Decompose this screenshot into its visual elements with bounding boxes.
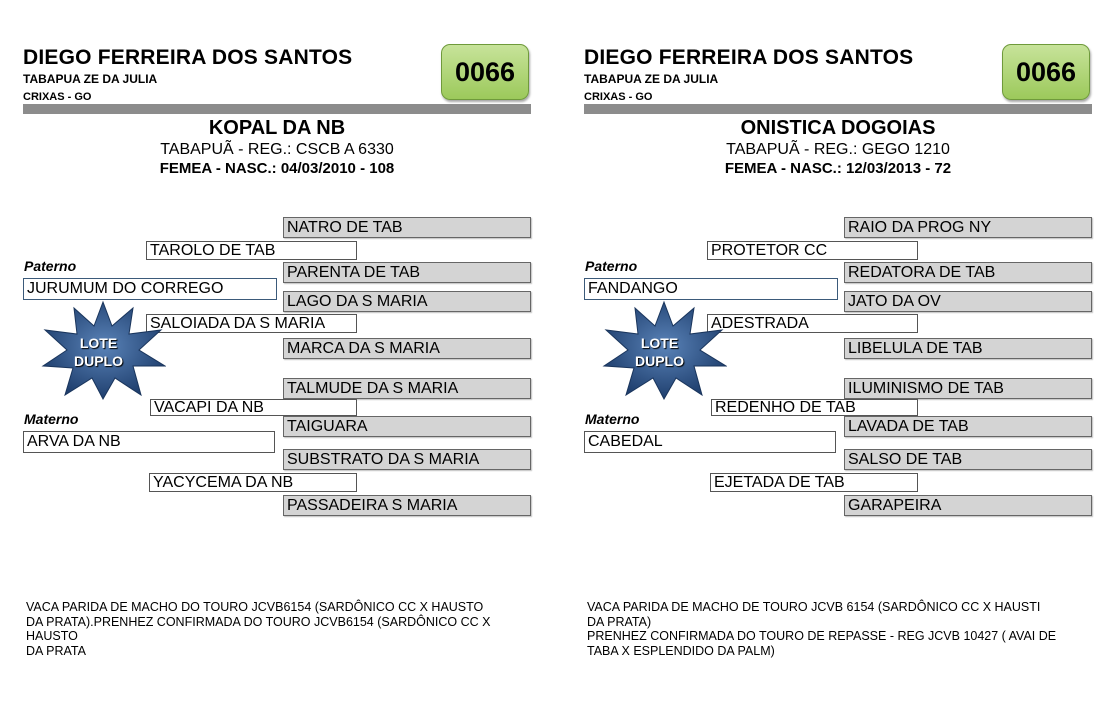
pedigree-dam-sire-sire: TALMUDE DA S MARIA — [283, 378, 531, 399]
pedigree-sire-sire-dam: PARENTA DE TAB — [283, 262, 531, 283]
pedigree-sire: JURUMUM DO CORREGO — [23, 278, 277, 300]
animal-registry: TABAPUÃ - REG.: CSCB A 6330 — [160, 141, 394, 158]
owner-name: DIEGO FERREIRA DOS SANTOS — [584, 46, 914, 69]
pedigree-dam: CABEDAL — [584, 431, 836, 453]
pedigree-sire-sire: PROTETOR CC — [707, 241, 918, 260]
pedigree-sire-dam-dam: MARCA DA S MARIA — [283, 338, 531, 359]
city: CRIXAS - GO — [584, 91, 653, 103]
note-line: VACA PARIDA DE MACHO DE TOURO JCVB 6154 (SARDÔNICO CC X HAUSTI DA PRATA) — [587, 600, 1041, 629]
header-divider — [584, 104, 1092, 114]
lote-duplo-text — [41, 334, 156, 370]
animal-name: KOPAL DA NB — [208, 117, 346, 139]
badge-line-1: LOTE — [640, 335, 679, 351]
pedigree-sire: FANDANGO — [584, 278, 838, 300]
lote-duplo-text — [602, 334, 717, 370]
pedigree-dam-dam-dam: PASSADEIRA S MARIA — [283, 495, 531, 516]
paterno-label: Paterno — [585, 258, 638, 274]
pedigree-dam-sire-sire: ILUMINISMO DE TAB — [844, 378, 1092, 399]
note-line: VACA PARIDA DE MACHO DO TOURO JCVB6154 (SARDÔNICO CC X HAUSTO DA PRATA).PRENHEZ CONFIRMADA DO TOURO JCVB6154 (SARDÔNICO CC X HAUSTO DA PRATA — [26, 600, 491, 658]
pedigree-dam-sire: REDENHO DE TAB — [711, 399, 918, 416]
city: CRIXAS - GO — [23, 91, 92, 103]
materno-label: Materno — [585, 411, 640, 427]
owner-name: DIEGO FERREIRA DOS SANTOS — [23, 46, 353, 69]
lot-number-badge: 0066 — [1002, 44, 1090, 100]
pedigree-dam: ARVA DA NB — [23, 431, 275, 453]
pedigree-dam-dam-sire: SUBSTRATO DA S MARIA — [283, 449, 531, 470]
pedigree-sire-dam-dam: LIBELULA DE TAB — [844, 338, 1092, 359]
lot-number-badge: 0066 — [441, 44, 529, 100]
pedigree-dam-sire-dam: TAIGUARA — [283, 416, 531, 437]
pedigree-dam-dam-dam: GARAPEIRA — [844, 495, 1092, 516]
pedigree-sire-sire-sire: RAIO DA PROG NY — [844, 217, 1092, 238]
pedigree-sire-dam-sire: LAGO DA S MARIA — [283, 291, 531, 312]
badge-line-2: DUPLO — [74, 353, 123, 369]
animal-registry: TABAPUÃ - REG.: GEGO 1210 — [726, 141, 950, 158]
badge-line-2: DUPLO — [635, 353, 684, 369]
notes — [26, 600, 531, 658]
catalog-card-right — [584, 0, 1094, 709]
pedigree-dam-dam-sire: SALSO DE TAB — [844, 449, 1092, 470]
farm-name: TABAPUA ZE DA JULIA — [23, 72, 158, 86]
pedigree-sire-sire-sire: NATRO DE TAB — [283, 217, 531, 238]
farm-name: TABAPUA ZE DA JULIA — [584, 72, 719, 86]
badge-line-1: LOTE — [79, 335, 118, 351]
pedigree-sire-dam-sire: JATO DA OV — [844, 291, 1092, 312]
materno-label: Materno — [24, 411, 79, 427]
pedigree-dam-sire: VACAPI DA NB — [150, 399, 357, 416]
pedigree-dam-dam: EJETADA DE TAB — [710, 473, 918, 492]
pedigree-sire-dam: SALOIADA DA S MARIA — [146, 314, 357, 333]
catalog-card-left — [23, 0, 533, 709]
pedigree-sire-sire-dam: REDATORA DE TAB — [844, 262, 1092, 283]
pedigree-sire-dam: ADESTRADA — [707, 314, 918, 333]
notes — [587, 600, 1092, 658]
header-divider — [23, 104, 531, 114]
animal-sex-birth: FEMEA - NASC.: 04/03/2010 - 108 — [159, 160, 395, 177]
animal-name: ONISTICA DOGOIAS — [740, 117, 936, 139]
animal-sex-birth: FEMEA - NASC.: 12/03/2013 - 72 — [724, 160, 952, 177]
pedigree-dam-sire-dam: LAVADA DE TAB — [844, 416, 1092, 437]
note-line: PRENHEZ CONFIRMADA DO TOURO DE REPASSE - REG JCVB 10427 ( AVAI DE TABA X ESPLENDIDO DA PALM) — [587, 629, 1057, 658]
paterno-label: Paterno — [24, 258, 77, 274]
pedigree-sire-sire: TAROLO DE TAB — [146, 241, 357, 260]
pedigree-dam-dam: YACYCEMA DA NB — [149, 473, 357, 492]
